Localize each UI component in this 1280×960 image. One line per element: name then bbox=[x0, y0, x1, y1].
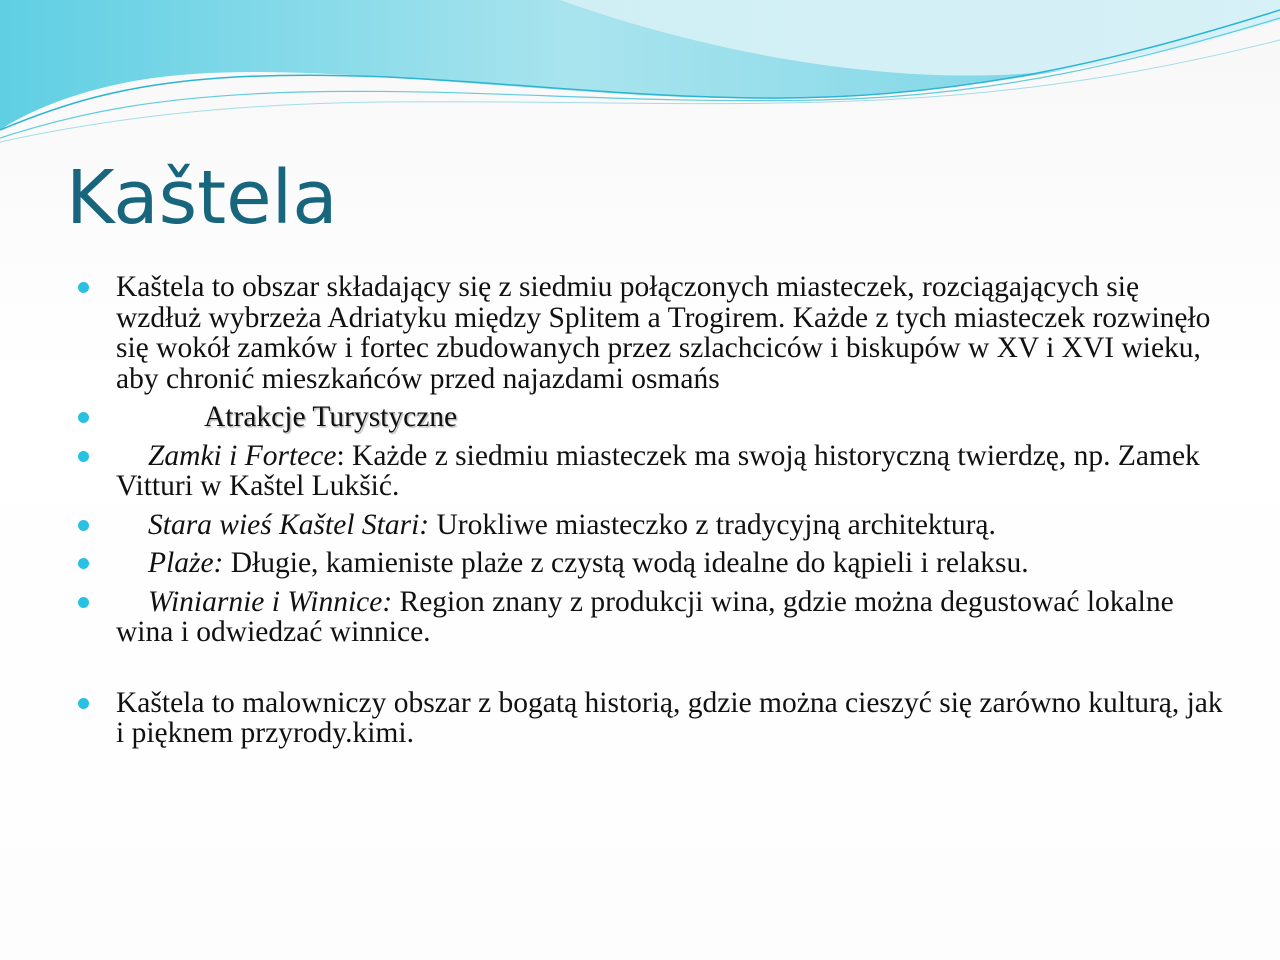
castles-label: Zamki i Fortece bbox=[148, 439, 337, 472]
beaches-label: Plaże: bbox=[148, 547, 224, 579]
stari-text: Urokliwe miasteczko z tradycyjną architekturą. bbox=[429, 508, 996, 541]
bullet-dot-icon bbox=[78, 698, 89, 709]
beaches-text: Długie, kamieniste plaże z czystą wodą idealne do kąpieli i relaksu. bbox=[223, 547, 1029, 579]
list-item-attractions-heading bbox=[78, 402, 1228, 433]
bullet-dot-icon bbox=[78, 597, 89, 608]
wineries-label: Winiarnie i Winnice: bbox=[148, 585, 393, 618]
stari-label: Stara wieś Kaštel Stari: bbox=[148, 508, 430, 541]
bullet-dot-icon bbox=[78, 412, 89, 423]
list-item-beaches bbox=[78, 548, 1228, 579]
list-item-intro bbox=[78, 272, 1228, 394]
intro-text: Kaštela to obszar składający się z siedmiu połączonych miasteczek, rozciągających się wzdłuż wybrzeża Adriatyku między Splitem a Trogirem. Każde z tych miasteczek rozwinęło się wokół zamków i fortec zbudowanych przez szlachciców i biskupów w XV i XVI wieku, aby chronić mieszkańców przed najazdami osmańs bbox=[116, 271, 1211, 395]
list-item-castles bbox=[78, 441, 1228, 502]
list-item-wineries bbox=[78, 587, 1228, 648]
bullet-dot-icon bbox=[78, 282, 89, 293]
summary-text: Kaštela to malowniczy obszar z bogatą historią, gdzie można cieszyć się zarówno kulturą, jak i pięknem przyrody.kimi. bbox=[116, 686, 1223, 749]
slide-title: Kaštela bbox=[66, 155, 338, 241]
list-item-summary bbox=[78, 688, 1228, 749]
list-item-stari bbox=[78, 510, 1228, 541]
attractions-heading: Atrakcje Turystyczne bbox=[204, 401, 458, 433]
decorative-wave-header bbox=[0, 0, 1280, 150]
wineries-text: Region znany z produkcji wina, gdzie można degustować lokalne wina i odwiedzać winnice. bbox=[116, 585, 1174, 648]
bullet-dot-icon bbox=[78, 520, 89, 531]
bullet-dot-icon bbox=[78, 558, 89, 569]
bullet-list bbox=[78, 272, 1228, 757]
bullet-dot-icon bbox=[78, 451, 89, 462]
castles-text: : Każde z siedmiu miasteczek ma swoją historyczną twierdzę, np. Zamek Vitturi w Kaštel Lukšić. bbox=[116, 439, 1200, 502]
